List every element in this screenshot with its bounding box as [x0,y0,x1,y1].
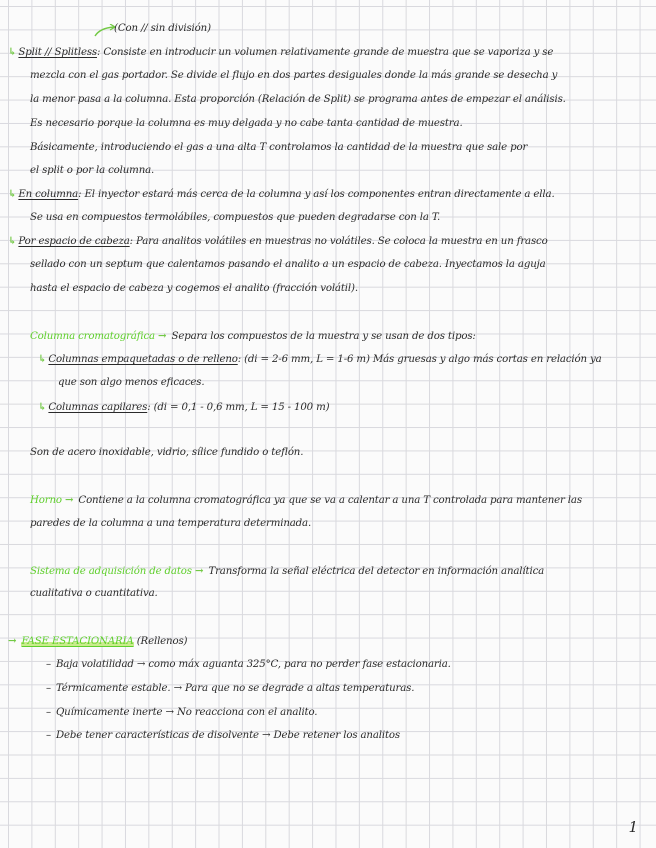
espacio-cabeza-line-3: hasta el espacio de cabeza y cogemos el analito (fracción volátil). [30,283,358,294]
empaquetadas-term: Columnas empaquetadas o de relleno [48,354,238,365]
split-line-1: ↳ Split // Splitless: Consiste en introducir un volumen relativamente grande de muestra que se vaporiza y se [8,46,554,58]
arrow-icon: → [8,635,17,647]
capilares-line: ↳ Columnas capilares: (di = 0,1 - 0,6 mm, L = 15 - 100 m) [38,401,330,413]
en-columna-line-1: ↳ En columna: El inyector estará más cerca de la columna y así los componentes entran directamente a ella. [8,188,555,200]
arrow-icon: → [158,330,167,342]
espacio-cabeza-line-2: sellado con un septum que calentamos pasando el analito a un espacio de cabeza. Inyectamos la aguja [30,259,546,270]
fase-term: FASE ESTACIONARIA [21,636,134,647]
materiales-line: Son de acero inoxidable, vidrio, sílice fundido o teflón. [30,447,304,458]
split-term: Split // Splitless [18,47,97,58]
arrow-icon: ↳ [8,188,17,200]
horno-term: Horno [30,495,62,506]
arrow-icon: ↳ [38,353,47,365]
columna-term: Columna cromatográfica [30,331,155,342]
arrow-icon: → [194,565,204,577]
annotation-top: (Con // sin división) [114,23,211,34]
sistema-line-2: cualitativa o cuantitativa. [30,588,158,599]
sistema-line-1: Sistema de adquisición de datos → Transforma la señal eléctrica del detector en información analítica [30,565,545,577]
arrow-icon: ↳ [38,401,47,413]
fase-item-1: – Baja volatilidad → como máx aguanta 325°C, para no perder fase estacionaria. [46,659,451,670]
arrow-icon: ↳ [8,235,17,247]
empaquetadas-line-2: que son algo menos eficaces. [58,377,205,388]
horno-line-2: paredes de la columna a una temperatura determinada. [30,518,312,529]
horno-line-1: Horno → Contiene a la columna cromatográfica ya que se va a calentar a una T controlada para mantener las [30,494,582,506]
fase-subtitle: (Rellenos) [136,636,188,647]
split-line-2: mezcla con el gas portador. Se divide el flujo en dos partes desiguales donde la más grande se desecha y [30,70,558,81]
fase-heading [8,634,187,649]
fase-item-2: – Térmicamente estable. → Para que no se degrade a altas temperaturas. [46,683,415,694]
espacio-cabeza-term: Por espacio de cabeza [18,236,130,247]
split-line-6: el split o por la columna. [30,165,155,176]
empaquetadas-line-1: ↳ Columnas empaquetadas o de relleno: (di = 2-6 mm, L = 1-6 m) Más gruesas y algo más cortas en relación ya [38,353,602,365]
arrow-icon: → [64,494,74,506]
split-line-3: la menor pasa a la columna. Esta proporción (Relación de Split) se programa antes de empezar el análisis. [30,94,566,105]
capilares-term: Columnas capilares [48,402,148,413]
en-columna-line-2: Se usa en compuestos termolábiles, compuestos que pueden degradarse con la T. [30,212,441,223]
columna-heading: Columna cromatográfica → Separa los compuestos de la muestra y se usan de dos tipos: [30,330,476,342]
split-line-4: Es necesario porque la columna es muy delgada y no cabe tanta cantidad de muestra. [30,118,463,129]
split-line-5: Básicamente, introduciendo el gas a una alta T controlamos la cantidad de la muestra que sale por [30,142,528,153]
en-columna-term: En columna [18,189,79,200]
sistema-term: Sistema de adquisición de datos [30,566,192,577]
page-number: 1 [628,818,638,836]
fase-item-4: – Debe tener características de disolvente → Debe retener los analitos [46,730,400,741]
fase-item-3: – Químicamente inerte → No reacciona con el analito. [46,707,318,718]
arrow-icon: ↳ [8,46,17,58]
espacio-cabeza-line-1: ↳ Por espacio de cabeza: Para analitos volátiles en muestras no volátiles. Se coloca la muestra en un frasco [8,235,548,247]
